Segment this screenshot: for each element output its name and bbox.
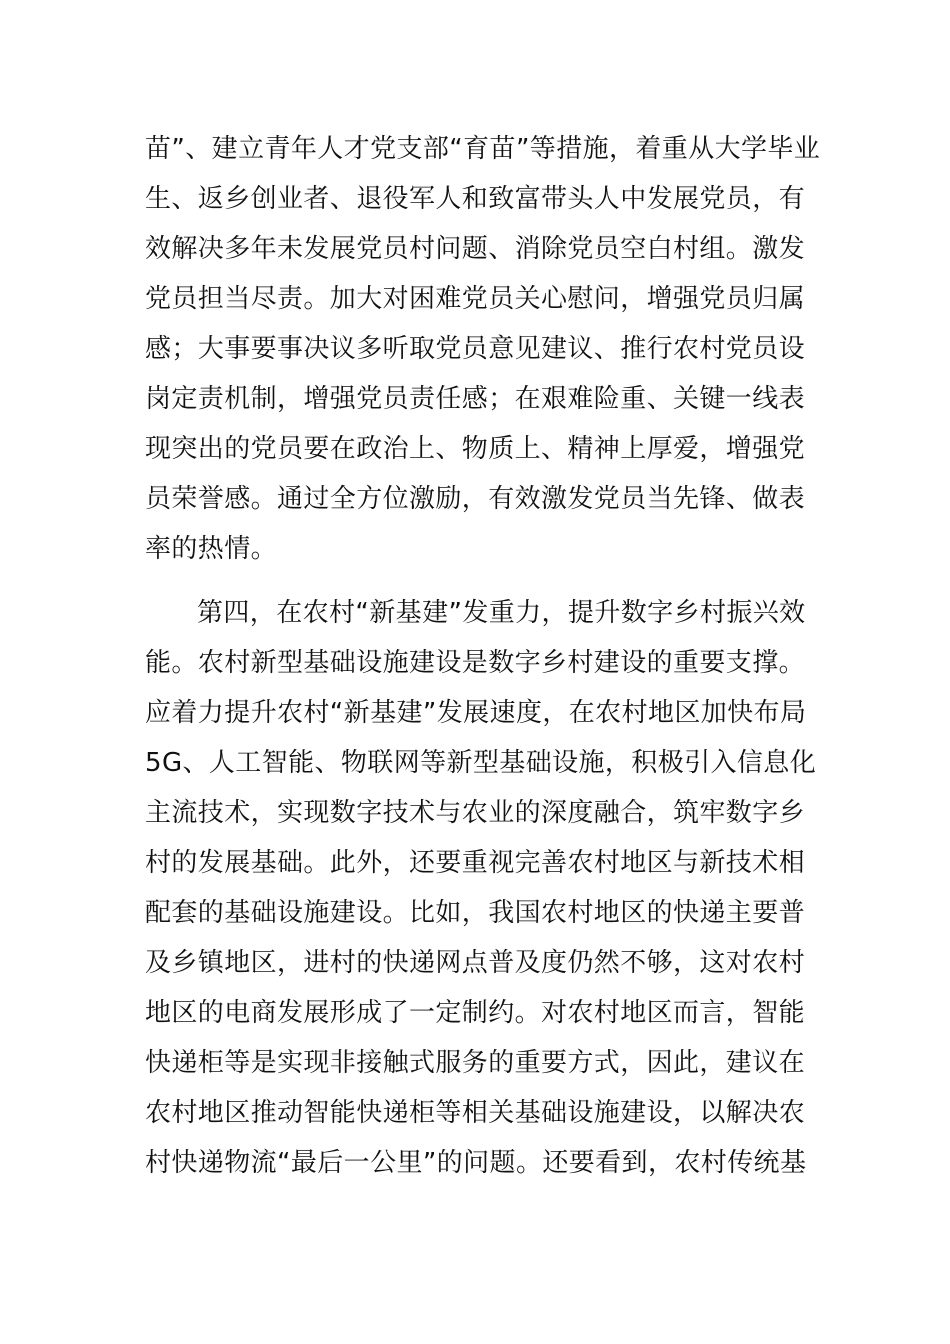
text-line: 岗定责机制，增强党员责任感；在艰难险重、关键一线表 [145,384,806,414]
text-line: 配套的基础设施建设。比如，我国农村地区的快递主要普 [145,898,806,928]
text-line: 村快递物流“最后一公里”的问题。还要看到，农村传统基 [145,1148,807,1178]
text-line: 第四，在农村“新基建”发重力，提升数字乡村振兴效 [197,598,806,628]
text-line: 主流技术，实现数字技术与农业的深度融合，筑牢数字乡 [145,798,806,828]
text-line: 应着力提升农村“新基建”发展速度，在农村地区加快布局 [145,698,807,728]
text-line: 快递柜等是实现非接触式服务的重要方式，因此，建议在 [145,1048,806,1078]
text-line: 党员担当尽责。加大对困难党员关心慰问，增强党员归属 [145,284,806,314]
text-line: 感；大事要事决议多听取党员意见建议、推行农村党员设 [145,334,806,364]
text-line: 员荣誉感。通过全方位激励，有效激发党员当先锋、做表 [145,484,806,514]
text-line: 苗”、建立青年人才党支部“育苗”等措施，着重从大学毕业 [145,134,821,164]
text-line: 生、返乡创业者、退役军人和致富带头人中发展党员，有 [145,184,806,214]
text-line: 及乡镇地区，进村的快递网点普及度仍然不够，这对农村 [145,948,806,978]
text-line: 效解决多年未发展党员村问题、消除党员空白村组。激发 [145,234,806,264]
text-line: 农村地区推动智能快递柜等相关基础设施建设，以解决农 [145,1098,806,1128]
text-line: 现突出的党员要在政治上、物质上、精神上厚爱，增强党 [145,434,806,464]
text-line: 5G、人工智能、物联网等新型基础设施，积极引入信息化 [145,748,817,778]
text-line: 率的热情。 [145,534,278,564]
text-line: 地区的电商发展形成了一定制约。对农村地区而言，智能 [145,998,806,1028]
text-line: 能。农村新型基础设施建设是数字乡村建设的重要支撑。 [145,648,806,678]
text-line: 村的发展基础。此外，还要重视完善农村地区与新技术相 [145,848,806,878]
